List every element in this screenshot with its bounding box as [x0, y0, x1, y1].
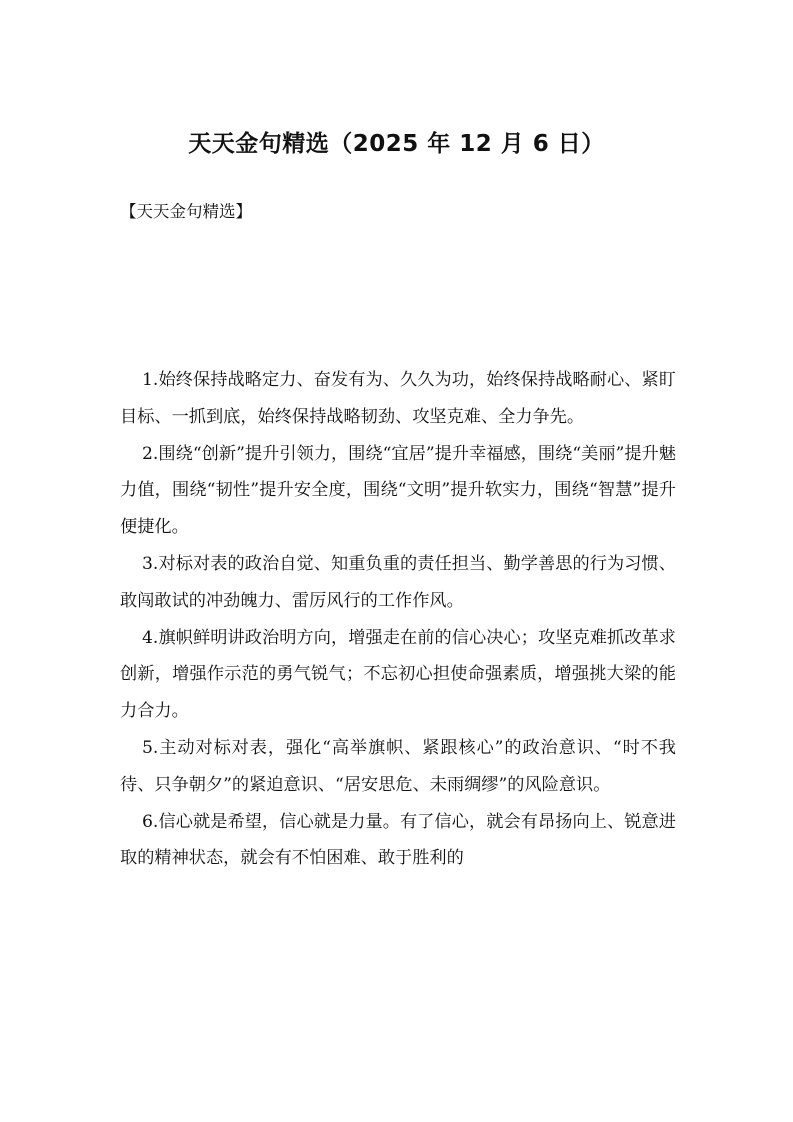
paragraph-4: 4.旗帜鲜明讲政治明方向，增强走在前的信心决心；攻坚克难抓改革求创新，增强作示范的勇气锐气；不忘初心担使命强素质，增强挑大梁的能力合力。	[120, 627, 676, 722]
paragraph-2: 2.围绕“创新”提升引领力，围绕“宜居”提升幸福感，围绕“美丽”提升魅力值，围绕“韧性”提升安全度，围绕“文明”提升软实力，围绕“智慧”提升便捷化。	[120, 443, 676, 538]
paragraph-1: 1.始终保持战略定力、奋发有为、久久为功，始终保持战略耐心、紧盯目标、一抓到底，始终保持战略韧劲、攻坚克难、全力争先。	[120, 370, 676, 427]
page-title: 天天金句精选（2025 年 12 月 6 日）	[188, 131, 605, 157]
document-body	[120, 362, 676, 877]
section-heading: 【天天金句精选】	[120, 202, 252, 221]
paragraph-5: 5.主动对标对表，强化“高举旗帜、紧跟核心”的政治意识、“时不我待、只争朝夕”的紧迫意识、“居安思危、未雨绸缪”的风险意识。	[120, 737, 676, 795]
paragraph-3: 3.对标对表的政治自觉、知重负重的责任担当、勤学善思的行为习惯、敢闯敢试的冲劲魄力、雷厉风行的工作作风。	[120, 553, 676, 611]
paragraph-6: 6.信心就是希望，信心就是力量。有了信心，就会有昂扬向上、锐意进取的精神状态，就会有不怕困难、敢于胜利的	[120, 811, 676, 869]
